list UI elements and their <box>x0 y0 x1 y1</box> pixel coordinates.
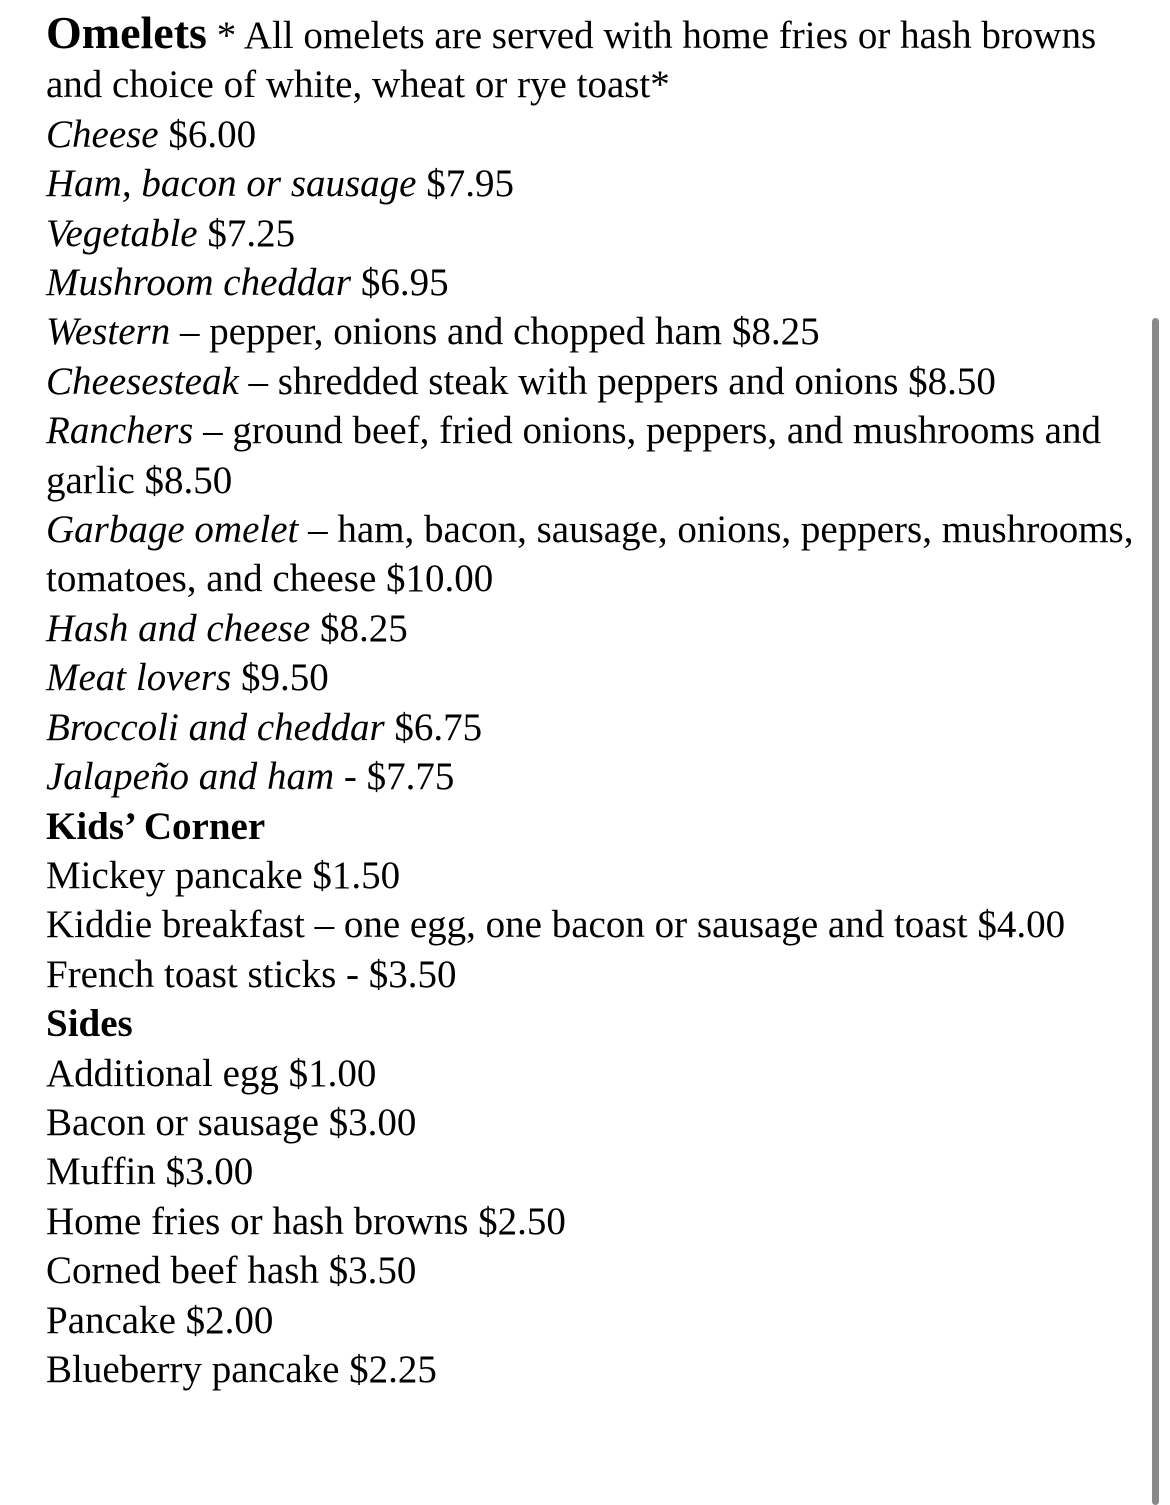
list-item: Blueberry pancake $2.25 <box>46 1347 437 1391</box>
list-item: Additional egg $1.00 <box>46 1051 377 1095</box>
menu-item-name: Meat lovers <box>46 656 232 700</box>
menu-item-price: $6.95 <box>351 261 449 305</box>
menu-item <box>46 307 1136 356</box>
menu-item-name: Jalapeño and ham <box>46 755 335 799</box>
menu-item-price: $6.75 <box>384 705 483 749</box>
menu-item <box>46 357 1136 406</box>
menu-item-name: Cheese <box>46 112 159 156</box>
omelets-heading: Omelets <box>46 7 207 58</box>
vertical-scrollbar[interactable] <box>1152 318 1159 1505</box>
list-item: Pancake $2.00 <box>46 1298 274 1342</box>
menu-item <box>46 110 1136 159</box>
list-item: Corned beef hash $3.50 <box>46 1249 417 1293</box>
menu-item-name: Western <box>46 310 171 354</box>
list-item: Kiddie breakfast – one egg, one bacon or sausage and toast $4.00 <box>46 903 1066 947</box>
menu-item-description: – shredded steak with peppers and onions $8.50 <box>238 359 996 403</box>
menu-item-name: Hash and cheese <box>46 606 311 650</box>
menu-item-description: – ground beef, fried onions, peppers, and mushrooms and garlic $8.50 <box>46 409 1101 502</box>
menu-item-name: Garbage omelet <box>46 508 299 552</box>
menu-item <box>46 604 1136 653</box>
sides-heading: Sides <box>46 1002 133 1046</box>
omelets-header-line <box>46 8 1136 110</box>
menu-item-price: $6.00 <box>158 112 257 156</box>
menu-item-name: Broccoli and cheddar <box>46 705 385 749</box>
menu-item-price: - $7.75 <box>334 755 455 799</box>
omelets-note: * All omelets are served with home fries or hash browns and choice of white, wheat or rye toast* <box>46 14 1097 107</box>
menu-document <box>46 8 1136 1394</box>
menu-item-description: – pepper, onions and chopped ham $8.25 <box>170 310 820 354</box>
menu-item-description: – ham, bacon, sausage, onions, peppers, mushrooms, tomatoes, and cheese $10.00 <box>46 508 1134 601</box>
menu-item <box>46 406 1136 505</box>
menu-item <box>46 653 1136 702</box>
menu-item-name: Mushroom cheddar <box>46 261 352 305</box>
list-item: Bacon or sausage $3.00 <box>46 1100 417 1144</box>
menu-item-price: $7.25 <box>197 211 296 255</box>
menu-item <box>46 752 1136 801</box>
menu-item-name: Ham, bacon or sausage <box>46 162 417 206</box>
menu-item <box>46 159 1136 208</box>
list-item: French toast sticks - $3.50 <box>46 952 457 996</box>
menu-item <box>46 505 1136 604</box>
list-item: Muffin $3.00 <box>46 1150 254 1194</box>
menu-item-price: $9.50 <box>231 656 329 700</box>
list-item: Home fries or hash browns $2.50 <box>46 1199 566 1243</box>
menu-item <box>46 209 1136 258</box>
menu-item <box>46 258 1136 307</box>
menu-item-name: Cheesesteak <box>46 359 239 403</box>
kids-corner-heading: Kids’ Corner <box>46 804 266 848</box>
menu-item-name: Ranchers <box>46 409 194 453</box>
menu-item-price: $7.95 <box>416 162 514 206</box>
menu-item <box>46 703 1136 752</box>
list-item: Mickey pancake $1.50 <box>46 853 401 897</box>
menu-item-name: Vegetable <box>46 211 198 255</box>
menu-item-price: $8.25 <box>310 606 408 650</box>
